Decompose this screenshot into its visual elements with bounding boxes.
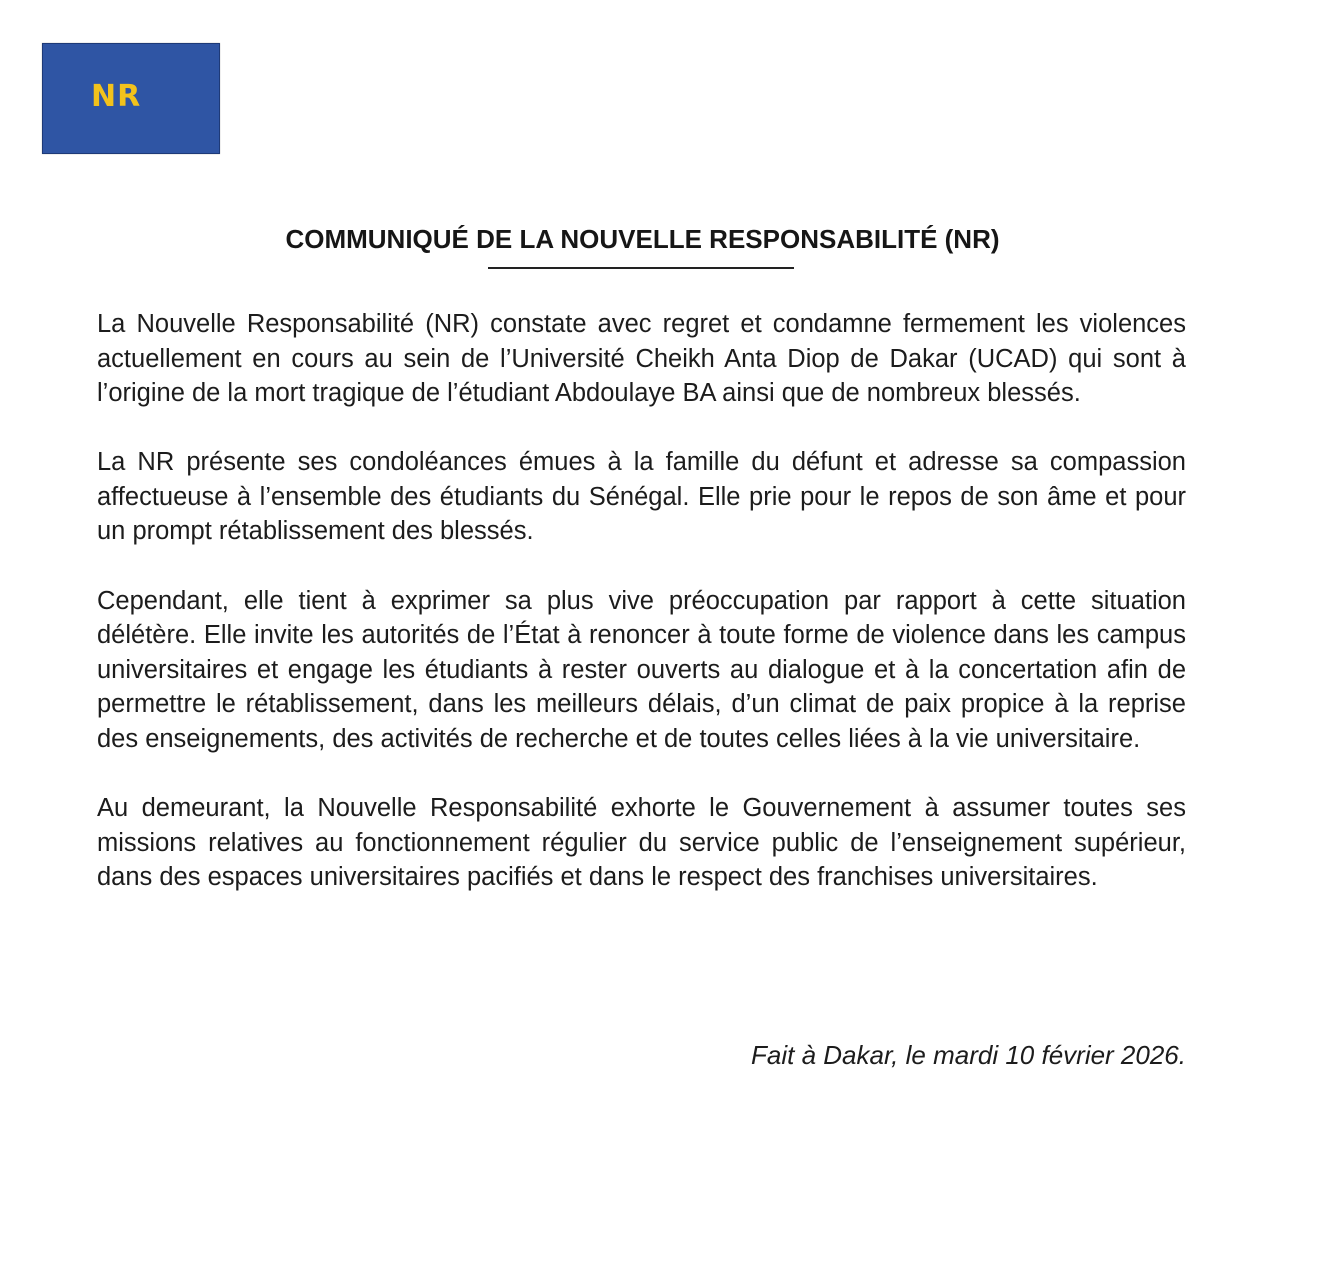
logo-text: NR — [91, 79, 142, 114]
title-divider — [488, 267, 794, 269]
paragraph-4: Au demeurant, la Nouvelle Responsabilité exhorte le Gouvernement à assumer toutes ses missions relatives au fonctionnement régulier du service public de l’enseignement supérieur, dans des espaces universitaires pacifiés et dans le respect des franchises universitaires. — [97, 794, 1186, 892]
nr-logo — [42, 43, 220, 154]
paragraph-1: La Nouvelle Responsabilité (NR) constate avec regret et condamne fermement les violences actuellement en cours au sein de l’Université Cheikh Anta Diop de Dakar (UCAD) qui sont à l’origine de la mort tragique de l’étudiant Abdoulaye BA ainsi que de nombreux blessés. — [97, 310, 1186, 408]
communique-body — [97, 307, 1186, 929]
paragraph-3: Cependant, elle tient à exprimer sa plus vive préoccupation par rapport à cette situation délétère. Elle invite les autorités de l’État à renoncer à toute forme de violence dans les campus universitaires et engage les étudiants à rester ouverts au dialogue et à la concertation afin de permettre le rétablissement, dans les meilleurs délais, d’un climat de paix propice à la reprise des enseignements, des activités de recherche et de toutes celles liées à la vie universitaire. — [97, 586, 1186, 753]
paragraph-2: La NR présente ses condoléances émues à la famille du défunt et adresse sa compassion affectueuse à l’ensemble des étudiants du Sénégal. Elle prie pour le repos de son âme et pour un prompt rétablissement des blessés. — [97, 448, 1186, 546]
signature-line: Fait à Dakar, le mardi 10 février 2026. — [751, 1040, 1186, 1070]
communique-title: COMMUNIQUÉ DE LA NOUVELLE RESPONSABILITÉ (NR) — [285, 224, 1000, 255]
